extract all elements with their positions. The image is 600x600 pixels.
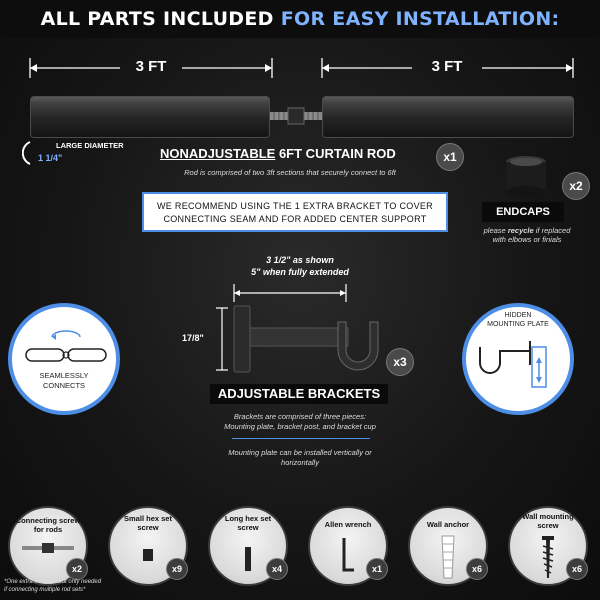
recommendation-banner: [142, 192, 448, 232]
connecting-screw-icon: [22, 542, 74, 554]
seamless-text: [12, 371, 116, 391]
hardware-wall-anchor: [408, 506, 496, 586]
bracket-length-line2: 5" when fully extended: [251, 267, 349, 277]
hardware-label: Wall anchor: [426, 520, 470, 529]
rod-title-rest: 6FT CURTAIN ROD: [278, 146, 396, 161]
hidden-plate-circle: [462, 303, 574, 415]
hardware-quantity: x2: [66, 558, 88, 580]
wall-anchor-icon: [436, 534, 460, 582]
hardware-label: Allen wrench: [324, 520, 372, 529]
brackets-note-line1: Brackets are comprised of three pieces:: [233, 412, 367, 421]
hardware-long-hex-screw: [208, 506, 296, 586]
mount-note-line1: Mounting plate can be installed vertically or: [228, 448, 372, 457]
endcap-icon: [500, 152, 556, 202]
brackets-title: ADJUSTABLE BRACKETS: [210, 384, 388, 404]
hardware-quantity: x6: [466, 558, 488, 580]
endcaps-note-pre: please: [483, 226, 508, 235]
divider: [232, 438, 370, 439]
hidden-plate-line2: MOUNTING PLATE: [487, 321, 549, 328]
endcaps-note-post: if replaced: [533, 226, 571, 235]
endcaps-note-line2: with elbows or finials: [492, 235, 562, 244]
endcaps-note-bold: recycle: [507, 226, 534, 235]
bracket-height-line: [214, 306, 230, 372]
hardware-connecting-screw: [8, 506, 96, 586]
rod-section-right: [322, 96, 574, 138]
seamless-circle: [8, 303, 120, 415]
hardware-quantity: x6: [566, 558, 588, 580]
rod-right-length: 3 FT: [431, 58, 463, 75]
brackets-quantity-badge: x3: [386, 348, 414, 376]
small-hex-screw-icon: [142, 548, 154, 562]
mount-note-line2: horizontally: [281, 458, 319, 467]
hardware-label: Wall mounting screw: [522, 512, 574, 530]
hidden-plate-line1: HIDDEN: [504, 312, 532, 319]
header-title-blue: FOR EASY INSTALLATION:: [280, 8, 560, 30]
bracket-length-line1: 3 1/2" as shown: [266, 255, 334, 265]
hardware-label: Connecting screw for rods: [15, 516, 81, 534]
rod-dimension-lines: [0, 52, 600, 82]
rod-title-underlined: NONADJUSTABLE: [160, 146, 276, 161]
allen-wrench-icon: [340, 536, 358, 576]
wall-screw-icon: [540, 534, 556, 582]
long-hex-screw-icon: [244, 546, 252, 572]
recommendation-line1: WE RECOMMEND USING THE 1 EXTRA BRACKET TO COVER: [157, 200, 433, 211]
bracket-length: [200, 254, 400, 278]
rod-section-left: [30, 96, 270, 138]
brackets-note: [190, 412, 410, 432]
hidden-plate-bracket-icon: [466, 307, 570, 411]
rod-left-length: 3 FT: [135, 58, 167, 75]
page-header: [0, 0, 600, 38]
endcaps-quantity-badge: x2: [562, 172, 590, 200]
bracket-illustration: [230, 300, 380, 380]
endcaps-note: [462, 226, 592, 244]
endcaps-label: ENDCAPS: [482, 202, 564, 222]
hardware-label: Small hex set screw: [124, 514, 172, 532]
hardware-small-hex-screw: [108, 506, 196, 586]
recommendation-line2: CONNECTING SEAM AND FOR ADDED CENTER SUPPORT: [163, 213, 427, 224]
rod-title: [160, 146, 396, 161]
seamless-line1: SEAMLESSLY: [39, 371, 89, 380]
hardware-quantity: x1: [366, 558, 388, 580]
bracket-height: 17/8": [182, 333, 204, 343]
hardware-wall-mounting-screw: [508, 506, 596, 586]
rod-note: Rod is comprised of two 3ft sections that securely connect to 6ft: [184, 168, 396, 177]
footnote-line1: *One extra included but only needed: [4, 579, 102, 585]
diameter-value: 1 1/4": [38, 153, 63, 163]
hardware-allen-wrench: [308, 506, 396, 586]
brackets-note-line2: Mounting plate, bracket post, and bracket cup: [224, 422, 376, 431]
rod-connector-screw-icon: [270, 106, 322, 126]
hardware-quantity: x4: [266, 558, 288, 580]
footnote: [4, 578, 154, 594]
diameter-label: LARGE DIAMETER: [56, 141, 124, 150]
mount-note: [190, 448, 410, 468]
seamless-rod-icon: [12, 307, 116, 411]
rod-quantity-badge: x1: [436, 143, 464, 171]
seamless-line2: CONNECTS: [42, 381, 86, 390]
header-title-white: ALL PARTS INCLUDED: [40, 8, 274, 30]
hardware-quantity: x9: [166, 558, 188, 580]
hardware-label: Long hex set screw: [224, 514, 272, 532]
footnote-line2: if connecting multiple rod sets*: [4, 587, 86, 593]
